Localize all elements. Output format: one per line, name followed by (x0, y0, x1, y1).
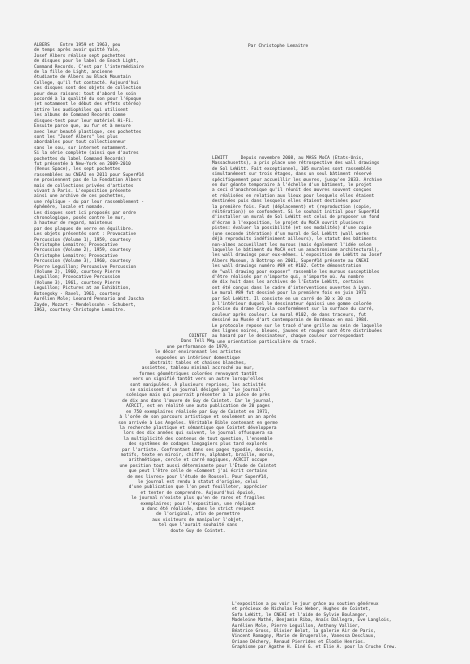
credits-footer (232, 602, 397, 651)
byline: Par Christophe Lemaitre (248, 44, 309, 49)
lewitt-column (212, 156, 382, 345)
credits-text: L'exposition a pu voir le jour grâce au soutien généreux et précieux de Nicholas Fox Weber, Hughes de Cointet, Sofa LeWitt, le CNEAI et l'aide de Sylvie Boulanger, Madeleine Mathé, Benjamin Riba, Anaïs Dallegra, Eve Langlois, Aurélien Mole, Pierre Leguillon, Anthony Vallier, Béatrice Gross, Olivier Belot, la galerie Air de Paris, Vincent Romagny, Marie de Brugerolle, Vanessa Desclaux, Oriane Déchery, Renaud Pierrides et Élodie Henrios. Graphisme par Agathe H. Einé G. et Élie A. pour la Cruche Crew. (232, 602, 397, 651)
albers-column (34, 43, 144, 313)
lewitt-text: LEWITT Depuis novembre 2008, au MASS MoCA (Etats-Unis, Massachusetts), a pris place une rétrospective des wall drawings de Sol LeWitt. Fait exceptionnel, 105 murales sont rassemblés simultanément sur trois étages, dans un seul bâtiment réservé spécifiquement pour accueillir les œuvres, jusqu'en 2033. Archive en dur géante temporaire à l'échelle d'un bâtiment, le projet a ceci d'anachronique qu'il réunit des œuvres souvent conçues et réalisées en relation aux lieux pour lesquels elles étaient destinées puis dans lesquels elles étaient destinées pour la première fois. Faut (déplacement) et (reproduction (copie, réitération)) se confondent. Si le souhait initial pour Super#14 d'installer un mural de Sol LeWitt est celui de proposer un fond d'écran à l'exposition, le projet du MoCA ouvrit plusieurs pistes: évaluer la possibilité (et ses modalités) d'une copie (une seconde itération) d'un mural de Sol LeWitt (wall works déjà reproduits indéfiniment ailleurs), le statut des bâtiments non-almes accueillant les murous (mais également l'idée selon laquelle le bâtiment du MoCA est un anachronisme architectural), les wall drawings pour eux-mêmes. L'exposition de LeWitt au Josef Albers Museum, à Bottrop en 2001, Super#14 présente au CNEAI les wall drawings numéro #89 et #102. Cette démonstration de "wall drawing pour exposer" rassemble les murous susceptibles d'être réalisés par n'importe qui, n'importe où. Au nombre de dix huit dans les archives de l'Estate LeWitt, certains ont été conçus dans le cadre d'interventions ouvertes à Lyon. Le mural #89 fut dessiné pour la première fois en juin 1971 par Sol LeWitt. Il consiste en un carré de 30 x 30 cm à l'intérieur duquel le dessinateur épaissi une gomme colorée précise du drame Crayola conformément sur la surface du carré, couleur après couleur. Le mural #102, de dans traceurs, fut dessiné au Musée d'art contemporain de Bordeaux en mai 1984. Le protocole repose sur le tracé d'une grille au sein de laquelle des lignes noires, bleues, jaunes et rouges sont être distribuées au hasard par le dessinateur, chaque couleur correspondant à une orientation particulière du tracé. (212, 156, 382, 345)
cointet-block (98, 334, 298, 534)
cointet-text: COINTET Dans Tell Me, une performance de 1979, le décor environnant les artistes exposées un intérieur domestique abstrait: tables et chaises blanches, assiettes, tableau minimal accroché au mur, formes géométriques colorées renvoyant tantôt vers un signifié tantôt vers un autre lorsqu'elles sont manipulées. À plusieurs reprises, les activités se saisissent d'un journal désigné par "Le journal". scénique mais qui pourrait présenter à la pièce de près de dix ans dans l'œuvre de Guy de Cointet. Car le journal, ACRCIT, est en réalité une auto publication de 20 pages en 750 exemplaires réalisée par Guy de Cointet en 1971, à l'orée de son parcours artistique et seulement un an après son arrivée à Los Angeles. Véritable Bible contenant en germe la recherche plastique et sémantique que Cointet développera lors des dix années qui suivent, le journal offusquera sa la multiplicité des contenus de tout question, l'ensemble des systèmes de codages langagiers plus tard explorés par l'artiste. Confrontant dans ses pages typodie, dessin, motifs, texte en miroir, chiffre, alphabet, braille, morse, arithmétique, cercle et carré magiques, ACRCIT occupe une position tout aussi déterminante pour l'Étude de Cointet que peut l'être celle de «Comment j'ai écrit certains de mes livres» pour l'étude de Roussel. Pour Super#14, le journal est rendu à statut d'origine, celui d'une publication que l'on peut feuilleter, apprécier et tenter de comprendre. Aujourd'hui épuisé, le journal n'existe plus qu'en de rares et fragiles exemplaires; pour l'exposition, une réplique a donc été réalisée, dans le strict respect de l'original, afin de permettre aux visiteurs de manipuler l'objet, tel que l'aurait souhaité sans doute Guy de Cointet. (118, 334, 278, 534)
albers-text: ALBERS Entre 1959 et 1963, peu de temps après avoir quitté Yale, Josef Albers réalise sept pochettes de disques pour le label de Enoch Light, Command Records. C'est par l'intermédiaire de la fille de Light, ancienne étudiante de Albers au Black Mountain College, qu'il fut contacté. Aujourd'hui ces disques sont des objets de collection pour deux raisons: tout d'abord le soin accordé à la qualité du son pour l'époque (et notamment le début des effets stéréo) attire les audiophiles qui utilisent les albums de Command Records comme disques-test pour leur matériel Hi-Fi. Ensuite parce que, au fur et à mesure avec leur beauté plastique, ces pochettes sont les "Josef Albers" les plus abordables pour tout collectionneur sans le sou, sur internet notamment. Si la série complète (ainsi que d'autres pochettes du label Command Records) fut présentée à New-York en 2009-2010 (Venus Space), les sept pochettes rassemblées au CNEAI en 2011 pour Super#14 ne proviennent pas de la Fondation Albers mais de collections privées d'artistes vivant à Paris. L'exposition présente ainsi une archive de ces pochettes, une réplique - du par leur rassemblement - éphémère, locale et nomade. Les disques sont ici proposés par ordre chronologique, posés contre le mur, à hauteur de regard, maintenus par des plaques de verre en équilibre. Les objets présentés sont : Provocative Percussion (Volume 1), 1959, courtesy Christophe Lemaitre; Provocative Percussion (Volume 2), 1959, courtesy Christophe Lemaitre; Provocative Percussion (Volume 3), 1960, courtesy Pierre Leguillon; Persuasive Percussion (Volume 2), 1960, courtesy Pierre Leguillon; Provocative Percussion (Volume 3), 1961, courtesy Pierre Leguillon; Pictures at an Exhibition, Botsegsky - Ravel, 1961, courtesy Aurélien Mole; Leonard Pennario and Jascha Zayde, Mozart - Mendelssohn - Schubert, 1963, courtesy Christophe Lemaitre. (34, 43, 144, 313)
